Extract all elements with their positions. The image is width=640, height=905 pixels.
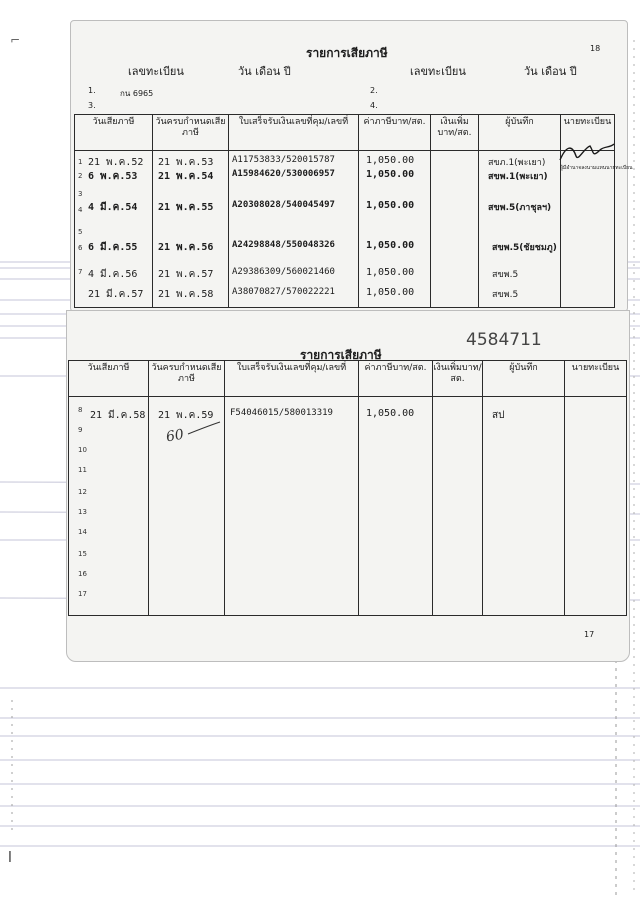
- header-date-right: วัน เดือน ปี: [524, 65, 577, 78]
- due-date: 21 พ.ค.55: [158, 202, 214, 213]
- col-header-paid-date: วันเสียภาษี: [75, 115, 153, 151]
- header-reg-left: เลขทะเบียน: [128, 65, 184, 78]
- due-date: 21 พ.ค.56: [158, 242, 214, 253]
- due-date: 21 พ.ค.54: [158, 171, 214, 182]
- due-date: 21 พ.ค.53: [158, 157, 214, 168]
- col-header-fine: เงินเพิ่มบาท/สต.: [431, 115, 479, 151]
- col-header-recorder: ผู้บันทึก: [479, 115, 561, 151]
- row-number: 17: [78, 590, 87, 598]
- page-number-bottom: 17: [584, 630, 595, 639]
- tax-amount: 1,050.00: [366, 155, 415, 166]
- row-number: 16: [78, 570, 87, 578]
- handwritten-stroke-icon: [186, 420, 222, 436]
- receipt-number: A20308028/540045497: [232, 200, 335, 210]
- due-date: 21 พ.ค.58: [158, 289, 214, 300]
- row-number: 10: [78, 446, 87, 454]
- col-header-tax: ค่าภาษีบาท/สต.: [359, 115, 431, 151]
- recorder: สป: [492, 410, 505, 421]
- reg-entry-2-num: 2.: [370, 86, 378, 95]
- row-number: 9: [78, 426, 83, 434]
- col-header-receipt: ใบเสร็จรับเงินเลขที่คุม/เลขที่: [229, 115, 359, 151]
- handwritten-note: 60: [164, 426, 186, 446]
- registrar-stamp-text: ผู้มีอำนาจลงนามแทนนายทะเบียน: [560, 165, 633, 171]
- row-number: 14: [78, 528, 87, 536]
- tax-amount: 1,050.00: [366, 267, 415, 278]
- col-header-tax: ค่าภาษีบาท/สต.: [359, 361, 433, 397]
- header-date-left: วัน เดือน ปี: [238, 65, 291, 78]
- tax-amount: 1,050.00: [366, 169, 415, 180]
- tax-amount: 1,050.00: [366, 408, 415, 419]
- tax-amount: 1,050.00: [366, 240, 415, 251]
- row-number: 15: [78, 550, 87, 558]
- reg-entry-1-value: กน 6965: [120, 89, 154, 98]
- page-number-top: 18: [590, 44, 601, 53]
- paid-date: 21 พ.ค.52: [88, 157, 144, 168]
- row-number: 13: [78, 508, 87, 516]
- receipt-number: A11753833/520015787: [232, 155, 335, 165]
- col-header-paid-date: วันเสียภาษี: [69, 361, 149, 397]
- tax-amount: 1,050.00: [366, 287, 415, 298]
- paid-date: 6 พ.ค.53: [88, 171, 138, 182]
- svg-text:⌐: ⌐: [10, 33, 21, 47]
- reg-entry-1-num: 1.: [88, 86, 96, 95]
- header-reg-right: เลขทะเบียน: [410, 65, 466, 78]
- col-header-registrar: นายทะเบียน: [565, 361, 627, 397]
- recorder: สขภ.1(พะเยา): [488, 158, 546, 168]
- recorder: สขพ.5: [492, 270, 519, 280]
- tax-table-bottom: [68, 360, 627, 616]
- col-header-recorder: ผู้บันทึก: [483, 361, 565, 397]
- receipt-number: F54046015/580013319: [230, 408, 333, 418]
- row-number: 5: [78, 228, 83, 236]
- due-date: 21 พ.ค.57: [158, 269, 214, 280]
- paid-date: 4 มี.ค.54: [88, 202, 138, 213]
- tax-amount: 1,050.00: [366, 200, 415, 211]
- paid-date: 6 มี.ค.55: [88, 242, 138, 253]
- receipt-number: A29386309/560021460: [232, 267, 335, 277]
- col-header-registrar: นายทะเบียน: [561, 115, 615, 151]
- signature-icon: [556, 138, 616, 168]
- recorder: สขพ.5: [492, 290, 519, 300]
- paid-date: 21 มี.ค.57: [88, 289, 144, 300]
- recorder: สขพ.5(ชัยชมภู): [492, 243, 557, 253]
- row-number: 3: [78, 190, 83, 198]
- receipt-number: A38070827/570022221: [232, 287, 335, 297]
- recorder: สขพ.5(ภาชุลฯ): [488, 203, 552, 213]
- col-header-receipt: ใบเสร็จรับเงินเลขที่คุม/เลขที่: [225, 361, 359, 397]
- row-number: 12: [78, 488, 87, 496]
- row-number: 11: [78, 466, 87, 474]
- paid-date: 4 มี.ค.56: [88, 269, 138, 280]
- reg-entry-4-num: 4.: [370, 101, 378, 110]
- due-date: 21 พ.ค.59: [158, 410, 214, 421]
- col-header-fine: เงินเพิ่มบาท/สต.: [433, 361, 483, 397]
- section-title-bottom: รายการเสียภาษี: [300, 348, 382, 362]
- reg-entry-3-num: 3.: [88, 101, 96, 110]
- receipt-number: A24298848/550048326: [232, 240, 335, 250]
- col-header-due-date: วันครบกำหนดเสียภาษี: [153, 115, 229, 151]
- col-header-due-date: วันครบกำหนดเสียภาษี: [149, 361, 225, 397]
- section-title-top: รายการเสียภาษี: [306, 46, 388, 60]
- receipt-number: A15984620/530006957: [232, 169, 335, 179]
- svg-text:ⅼ: ⅼ: [8, 850, 12, 866]
- recorder: สขพ.1(พะเยา): [488, 172, 548, 182]
- overlap-number: 4584711: [466, 330, 542, 350]
- paid-date: 21 มี.ค.58: [90, 410, 146, 421]
